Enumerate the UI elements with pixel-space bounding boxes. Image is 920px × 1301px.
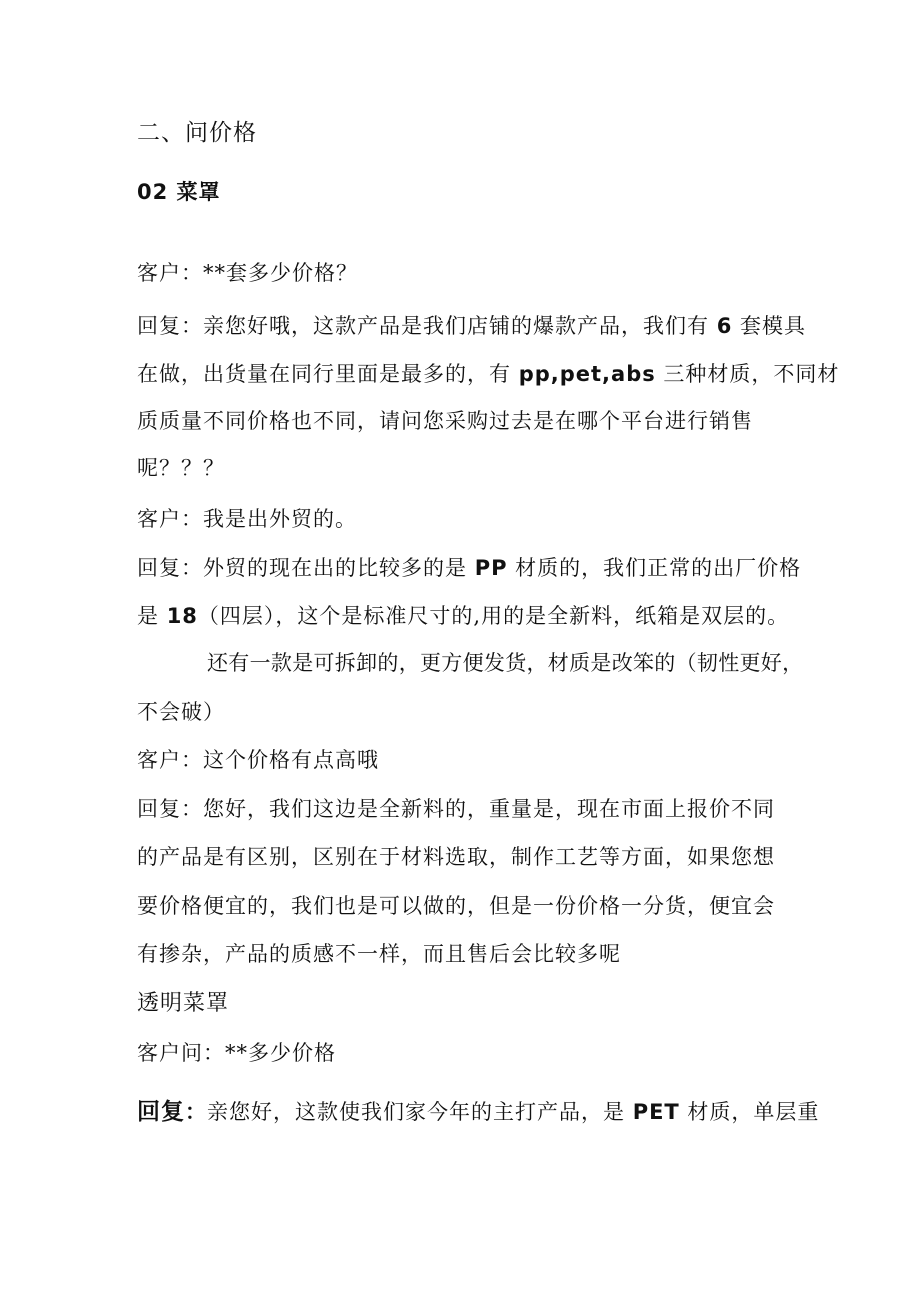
reply-1-text: 在做，出货量在同行里面是最多的，有 (137, 362, 519, 386)
reply-3-line-3: 要价格便宜的，我们也是可以做的，但是一份价格一分货，便宜会 (137, 894, 775, 918)
reply-1-bold-materials: pp,pet,abs (518, 362, 656, 386)
reply-1-bold-number: 6 (716, 314, 733, 338)
reply-2-bold-price: 18 (166, 604, 198, 628)
reply-1-line-2 (137, 359, 839, 389)
subsection-title-clear-cover: 透明菜罩 (137, 991, 230, 1016)
reply-2-text: 是 (137, 604, 167, 628)
reply-3-line-1: 回复：您好，我们这边是全新料的，重量是，现在市面上报价不同 (137, 797, 775, 821)
reply-1-text: 三种材质，不同材 (655, 362, 840, 386)
reply-4-colon: ： (185, 1100, 207, 1124)
reply-1-text: 回复：亲您好哦，这款产品是我们店铺的爆款产品，我们有 (137, 314, 717, 338)
reply-1-line-4: 呢？？？ (137, 456, 225, 480)
reply-1-text: 套模具 (732, 314, 806, 338)
reply-4-text: 亲您好，这款使我们家今年的主打产品，是 (207, 1100, 633, 1124)
reply-1-line-1 (137, 311, 806, 341)
reply-4-bold-material: PET (632, 1100, 680, 1124)
reply-3-line-4: 有掺杂，产品的质感不一样，而且售后会比较多呢 (137, 942, 621, 966)
customer-question-1: 客户：**套多少价格？ (137, 261, 358, 285)
reply-4-label: 回复 (137, 1099, 185, 1125)
reply-2-text: 回复：外贸的现在出的比较多的是 (137, 556, 475, 580)
reply-2-bold-material: PP (474, 556, 508, 580)
section-title: 二、问价格 (137, 120, 257, 146)
reply-2-text: （四层），这个是标准尺寸的,用的是全新料，纸箱是双层的。 (197, 604, 790, 628)
subsection-title-menu-cover: 02 菜罩 (137, 180, 221, 204)
reply-4-line-1 (137, 1097, 819, 1127)
reply-2-text: 材质的，我们正常的出厂价格 (507, 556, 802, 580)
reply-3-line-2: 的产品是有区别，区别在于材料选取，制作工艺等方面，如果您想 (137, 845, 775, 869)
reply-2-line-3: 还有一款是可拆卸的，更方便发货，材质是改笨的（韧性更好， (207, 651, 804, 675)
reply-2-line-1 (137, 553, 801, 583)
reply-1-line-3: 质质量不同价格也不同，请问您采购过去是在哪个平台进行销售 (137, 409, 753, 433)
customer-question-3: 客户：这个价格有点高哦 (137, 748, 379, 772)
customer-question-2: 客户：我是出外贸的。 (137, 507, 357, 531)
customer-question-4: 客户问：**多少价格 (137, 1041, 336, 1065)
reply-4-text: 材质，单层重 (679, 1100, 820, 1124)
reply-2-line-4: 不会破） (137, 700, 225, 724)
reply-2-line-2 (137, 601, 789, 631)
